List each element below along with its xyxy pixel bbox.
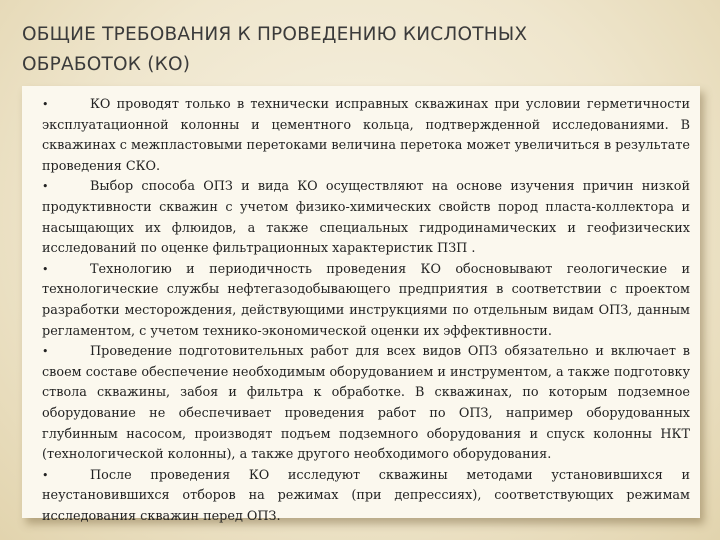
bullet-text: Выбор способа ОПЗ и вида КО осуществляют на основе изучения причин низкой продуктивности скважин с учетом физико-химических свойств пород пласта-коллектора и насыщающих их флюидов, а также специальных гидродинамических и геофизических исследований по оценке фильтрационных характеристик ПЗП . (42, 179, 690, 257)
slide-title-line-1: ОБЩИЕ ТРЕБОВАНИЯ К ПРОВЕДЕНИЮ КИСЛОТНЫХ (22, 24, 528, 45)
bullet-text: После проведения КО исследуют скважины методами установившихся и неустановившихся отборов на режимах (при депрессиях), соответствующих режимам исследования скважин перед ОПЗ. (42, 467, 690, 524)
bullet-marker: • (42, 262, 49, 276)
bullet-marker: • (42, 98, 49, 111)
bullet-marker: • (42, 180, 49, 194)
bullet-text: КО проводят только в технически исправных скважинах при условии герметичности эксплуатационной колонны и цементного кольца, подтвержденной исследованиями. В скважинах с межпластовыми перетоками величина перетока может увеличиться в результате проведения СКО. (42, 97, 690, 174)
bullet-marker: • (42, 468, 49, 482)
bullet-marker: • (42, 345, 49, 359)
bullet-text: Проведение подготовительных работ для всех видов ОПЗ обязательно и включает в своем составе обеспечение необходимым оборудованием и инструментом, а также подготовку ствола скважины, забоя и фильтра к обработке. В скважинах, по которым подземное оборудование не обеспечивает проведения работ по ОПЗ, например оборудованных глубинным насосом, производят подъем подземного оборудования и спуск колонны НКТ (технологической колонны), а также другого необходимого оборудования. (42, 344, 690, 463)
bullet-text: Технологию и периодичность проведения КО обосновывают геологические и технологические службы нефтегазодобывающего предприятия в соответствии с проектом разработки месторождения, действующими инструкциями по отдельным видам ОПЗ, данным регламентом, с учетом технико-экономической оценки их эффективности. (42, 261, 690, 339)
bullet-item (42, 177, 690, 259)
bullet-item (42, 342, 690, 466)
content-box (22, 86, 700, 524)
bullet-item (42, 260, 690, 342)
slide-title (22, 20, 682, 80)
bullet-item (42, 95, 690, 177)
bullet-list (42, 95, 690, 527)
bullet-item (42, 466, 690, 528)
slide-title-line-2: ОБРАБОТОК (КО) (22, 54, 191, 75)
